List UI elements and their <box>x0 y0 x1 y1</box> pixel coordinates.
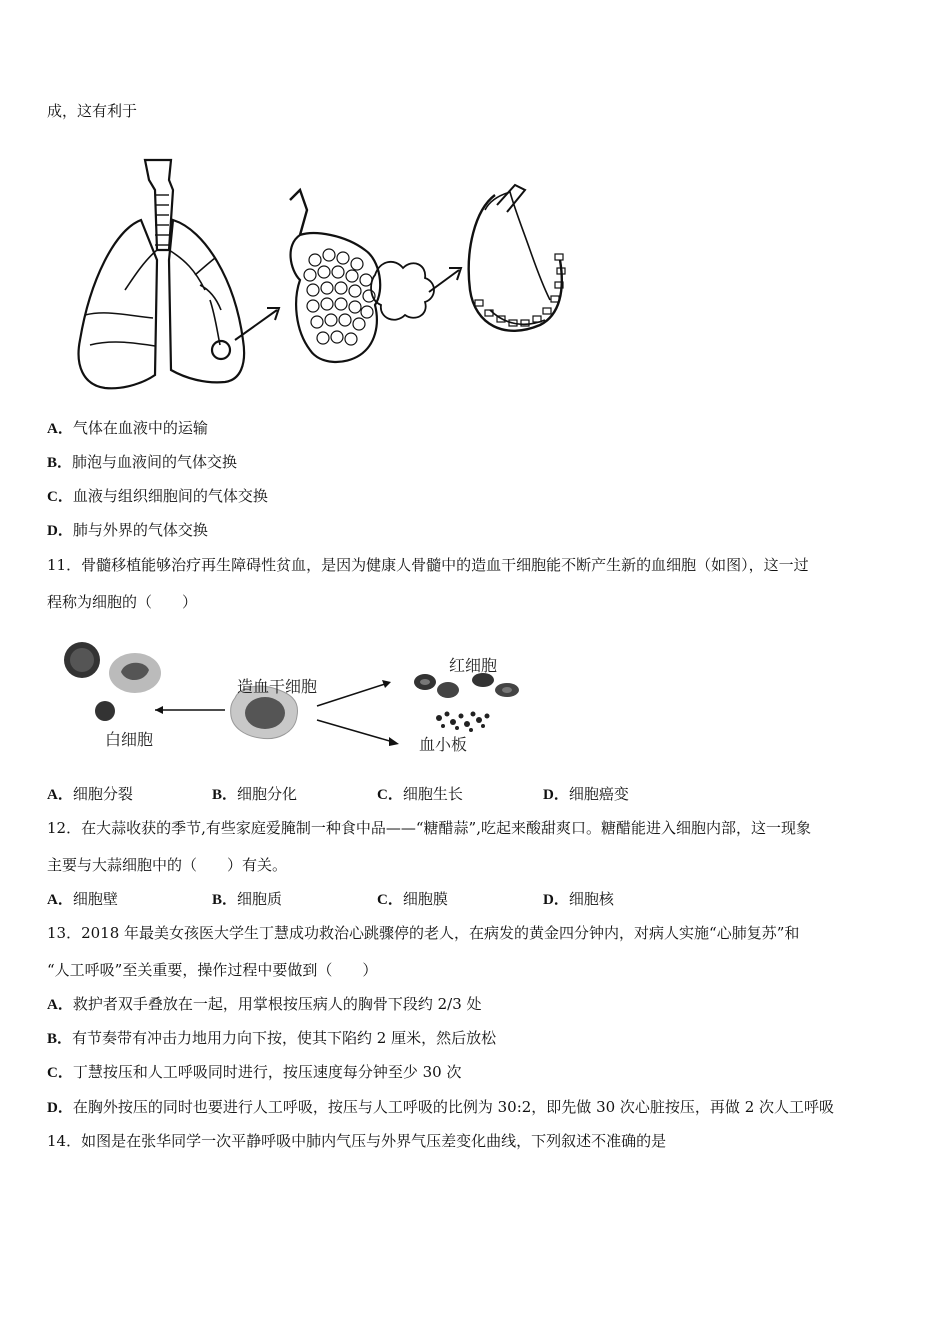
option-text: 血液与组织细胞间的气体交换 <box>72 487 268 505</box>
lung-alveoli-figure <box>45 150 575 395</box>
q12-stem-line2: 主要与大蒜细胞中的（ ）有关。 <box>47 856 288 874</box>
option-text: 丁慧按压和人工呼吸同时进行，按压速度每分钟至少 30 次 <box>72 1063 462 1081</box>
q11-stem-line2: 程称为细胞的（ ） <box>47 593 198 611</box>
option-text: 细胞核 <box>568 890 614 908</box>
platelets <box>436 712 490 733</box>
option-text: 有节奏带有冲击力地用力向下按，使其下陷约 2 厘米，然后放松 <box>72 1029 497 1047</box>
option-label: C． <box>47 1065 73 1081</box>
option-label: B． <box>47 455 73 471</box>
q11-option-c[interactable] <box>377 784 463 805</box>
q12-option-c[interactable] <box>377 889 448 910</box>
option-text: 细胞壁 <box>72 890 118 908</box>
q11-stem-line1: 11．骨髓移植能够治疗再生障碍性贫血，是因为健康人骨髓中的造血干细胞能不断产生新的血细胞（如图），这一过 <box>47 556 809 574</box>
q14-stem-line1: 14．如图是在张华同学一次平静呼吸中肺内气压与外界气压差变化曲线，下列叙述不准确的是 <box>47 1132 667 1150</box>
q11-option-d[interactable] <box>543 784 629 805</box>
option-text: 肺泡与血液间的气体交换 <box>72 453 238 471</box>
red-cells <box>414 673 519 698</box>
q13-option-c[interactable] <box>47 1062 461 1083</box>
option-label: C． <box>377 787 403 803</box>
option-text: 细胞癌变 <box>568 785 629 803</box>
left-lung <box>79 220 157 388</box>
option-label: D． <box>543 787 569 803</box>
option-label: B． <box>212 892 238 908</box>
option-text: 细胞生长 <box>402 785 463 803</box>
q10-option-c[interactable] <box>47 486 268 507</box>
option-label: D． <box>47 523 73 539</box>
option-text: 救护者双手叠放在一起，用掌根按压病人的胸骨下段约 2/3 处 <box>72 995 482 1013</box>
blood-cell-differentiation-figure <box>55 638 535 760</box>
q13-option-d[interactable] <box>47 1097 834 1118</box>
platelet-label: 血小板 <box>419 735 468 754</box>
q10-option-a[interactable] <box>47 418 208 439</box>
option-text: 肺与外界的气体交换 <box>72 521 208 539</box>
q13-option-a[interactable] <box>47 994 482 1015</box>
stem-cell-label: 造血干细胞 <box>237 677 318 696</box>
q13-option-b[interactable] <box>47 1028 496 1049</box>
option-text: 细胞分裂 <box>72 785 133 803</box>
q12-stem-line1: 12．在大蒜收获的季节,有些家庭爱腌制一种食中品——“糖醋蒜”,吃起来酸甜爽口。糖醋能进入细胞内部，这一现象 <box>47 819 811 837</box>
option-label: B． <box>212 787 238 803</box>
q13-stem-line1: 13．2018 年最美女孩医大学生丁慧成功救治心跳骤停的老人，在病发的黄金四分钟内，对病人实施“心肺复苏”和 <box>47 924 800 942</box>
option-label: C． <box>47 489 73 505</box>
option-text: 在胸外按压的同时也要进行人工呼吸，按压与人工呼吸的比例为 30:2，即先做 30 次心脏按压，再做 2 次人工呼吸 <box>72 1098 835 1116</box>
white-cell-label: 白细胞 <box>105 730 154 749</box>
q11-option-b[interactable] <box>212 784 297 805</box>
question-fragment: 成，这有利于 <box>47 102 138 120</box>
option-text: 细胞质 <box>237 890 283 908</box>
q10-option-d[interactable] <box>47 520 208 541</box>
option-label: A． <box>47 421 73 437</box>
option-label: A． <box>47 997 73 1013</box>
q12-option-a[interactable] <box>47 889 118 910</box>
option-label: B． <box>47 1031 73 1047</box>
red-cell-label: 红细胞 <box>449 656 498 675</box>
option-text: 细胞分化 <box>237 785 298 803</box>
right-lung <box>169 220 244 382</box>
option-label: D． <box>543 892 569 908</box>
option-label: C． <box>377 892 403 908</box>
q12-option-d[interactable] <box>543 889 614 910</box>
option-label: D． <box>47 1100 73 1116</box>
capillary <box>469 195 562 331</box>
q13-stem-line2: “人工呼吸”至关重要，操作过程中要做到（ ） <box>47 961 378 979</box>
option-label: A． <box>47 787 73 803</box>
q11-option-a[interactable] <box>47 784 133 805</box>
option-label: A． <box>47 892 73 908</box>
option-text: 气体在血液中的运输 <box>72 419 208 437</box>
white-cell-3 <box>95 701 115 721</box>
q12-option-b[interactable] <box>212 889 282 910</box>
option-text: 细胞膜 <box>402 890 448 908</box>
q10-option-b[interactable] <box>47 452 237 473</box>
